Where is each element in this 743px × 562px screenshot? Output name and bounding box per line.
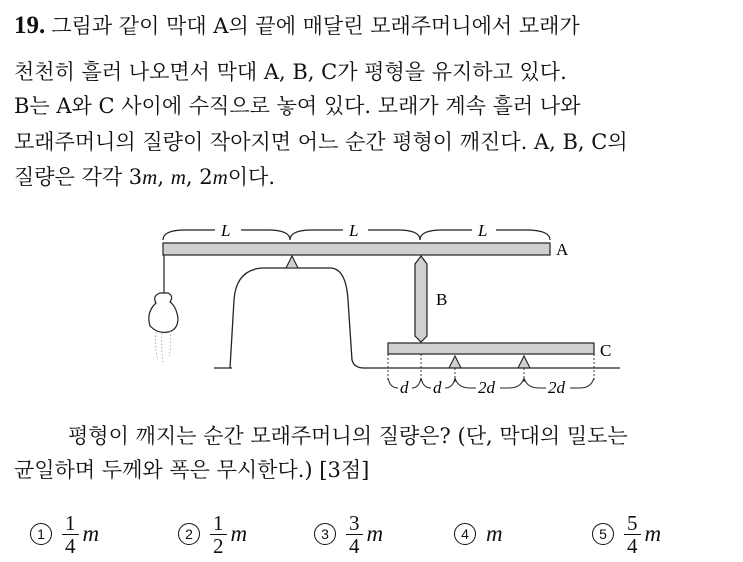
question-line-4: 모래주머니의 질량이 작아지면 어느 순간 평형이 깨진다. A, B, C의 xyxy=(14,130,628,154)
l-label-2: L xyxy=(349,221,359,240)
d-label-2: d xyxy=(433,378,442,397)
choice-1[interactable]: 1 $\frac{1}{4}$ m xyxy=(30,508,99,560)
choice-marker-3: 3 xyxy=(314,523,336,545)
d-label-4: 2d xyxy=(548,378,565,397)
sandbag xyxy=(149,293,178,332)
prompt-line-2: 균일하며 두께와 폭은 무시한다.) [3점] xyxy=(14,458,370,482)
rod-a xyxy=(163,243,550,255)
question-line-1: 19. 그림과 같이 막대 A의 끝에 매달린 모래주머니에서 모래가 xyxy=(14,12,580,39)
prompt-line-1: 평형이 깨지는 순간 모래주머니의 질량은? (단, 막대의 밀도는 xyxy=(68,424,628,448)
fulcrum-c-1 xyxy=(449,356,461,368)
rod-a-label: A xyxy=(556,240,569,259)
choice-3[interactable]: 3 $\frac{3}{4}$ m xyxy=(314,508,383,560)
support-table xyxy=(230,268,400,368)
sand-stream xyxy=(155,331,170,362)
rod-b-label: B xyxy=(436,290,448,309)
fraction: $\frac{1}{4}$ xyxy=(62,512,79,557)
question-line-2: 천천히 흘러 나오면서 막대 A, B, C가 평형을 유지하고 있다. xyxy=(14,60,567,84)
rod-c-label: C xyxy=(600,341,612,360)
choice-5[interactable]: 5 $\frac{5}{4}$ m xyxy=(592,508,661,560)
choice-marker-4: 4 xyxy=(454,523,476,545)
question-line-3: B는 A와 C 사이에 수직으로 놓여 있다. 모래가 계속 흘러 나와 xyxy=(14,94,581,118)
choice-marker-5: 5 xyxy=(592,523,614,545)
rod-b xyxy=(415,256,427,342)
fraction: $\frac{3}{4}$ xyxy=(346,512,363,557)
fraction: $\frac{1}{2}$ xyxy=(210,512,227,557)
answer-choices xyxy=(14,508,734,560)
l-label-1: L xyxy=(221,221,231,240)
fulcrum-c-2 xyxy=(518,356,530,368)
question-line-5: 질량은 각각 3m, m, 2m이다. xyxy=(14,165,275,189)
choice-2[interactable]: 2 $\frac{1}{2}$ m xyxy=(178,508,247,560)
fraction: $\frac{5}{4}$ xyxy=(624,512,641,557)
choice-marker-1: 1 xyxy=(30,523,52,545)
l-label-3: L xyxy=(478,221,488,240)
d-label-1: d xyxy=(400,378,409,397)
d-label-3: 2d xyxy=(478,378,495,397)
rod-c xyxy=(388,343,594,354)
choice-marker-2: 2 xyxy=(178,523,200,545)
choice-4[interactable]: 4 m xyxy=(454,508,503,560)
fulcrum-a xyxy=(286,256,298,268)
question-number: 19. xyxy=(14,12,46,39)
